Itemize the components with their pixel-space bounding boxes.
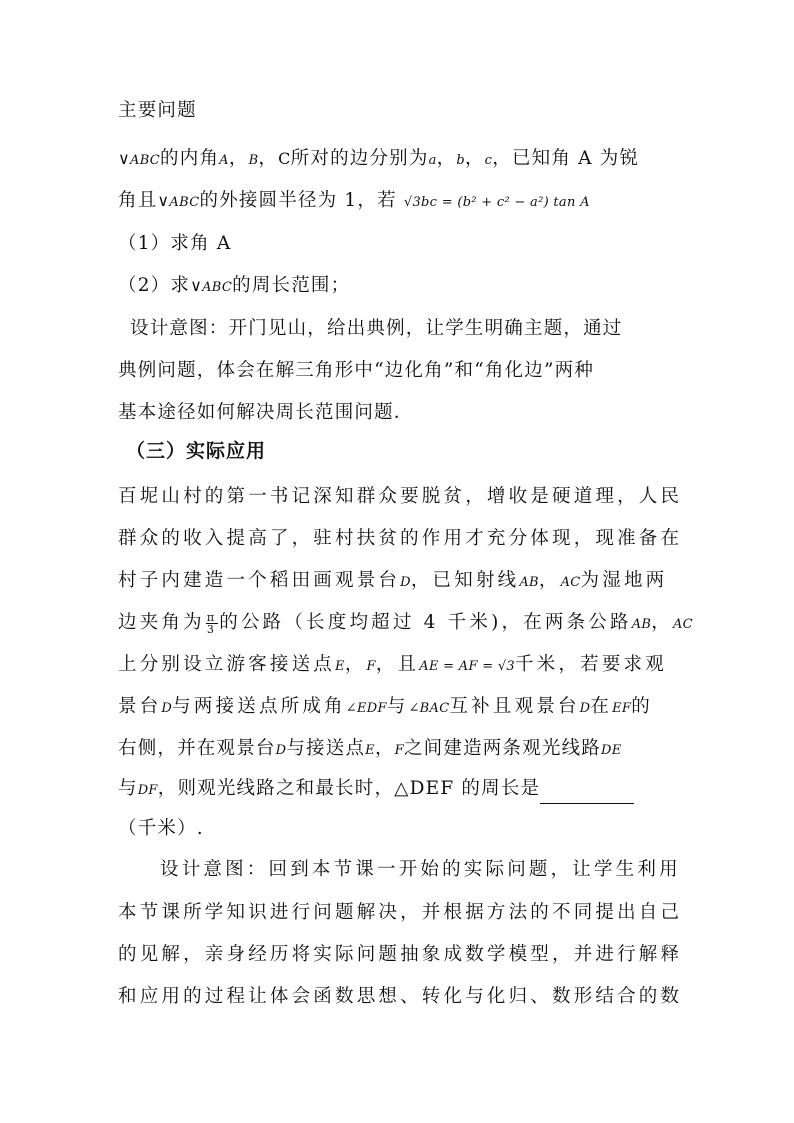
design-intent-1-line-2: 典例问题，体会在解三角形中“边化角”和“角化边”两种 — [118, 360, 595, 381]
design-intent-1-line-1: 设计意图：开门见山，给出典例，让学生明确主题，通过 — [130, 318, 623, 339]
application-line-6: 景台D与两接送点所成角∠EDF与∠BAC互补且观景台D在EF的 — [118, 696, 653, 717]
fraction-pi-over-3: $\frac{\pi}{3}$ — [206, 610, 218, 636]
answer-blank — [540, 785, 634, 804]
problem-line-2: 角且∨ABC的外接圆半径为 1，若 √3bc = (b² + c² − a²) tan A — [118, 190, 590, 211]
design-intent-2-line-3: 的见解，亲身经历将实际问题抽象成数学模型，并进行解释 — [118, 944, 683, 965]
application-line-2: 群众的收入提高了，驻村扶贫的作用才充分体现，现准备在 — [118, 528, 683, 549]
design-intent-2-line-2: 本节课所学知识进行问题解决，并根据方法的不同提出自己 — [118, 902, 683, 923]
formula: √3bc = (b² + c² − a²) tan A — [403, 195, 590, 210]
math-abc: ABC — [130, 153, 161, 168]
triangle-symbol: ∨ — [190, 276, 203, 295]
problem-line-1: ∨ABC的内角A，B，C所对的边分别为a，b，c，已知角 A 为锐 — [118, 148, 640, 169]
application-line-9: （千米）. — [118, 818, 204, 839]
design-intent-2-line-1: 设计意图：回到本节课一开始的实际问题，让学生利用 — [160, 859, 681, 880]
application-line-8: 与DF，则观光线路之和最长时，△DEF 的周长是 — [118, 776, 634, 804]
application-line-1: 百坭山村的第一书记深知群众要脱贫，增收是硬道理，人民 — [118, 486, 683, 507]
triangle-symbol: ∨ — [118, 149, 131, 168]
design-intent-1-line-3: 基本途径如何解决周长范围问题． — [118, 402, 414, 423]
question-2: （2）求∨ABC的周长范围； — [118, 275, 351, 296]
section-heading: （三）实际应用 — [126, 440, 267, 462]
application-line-4: 边夹角为 $\frac{\pi}{3}$ 的公路（长度均超过 4 千米)，在两条公路AB，AC — [118, 610, 693, 636]
triangle-symbol: ∨ — [157, 191, 170, 210]
design-intent-2-line-4: 和应用的过程让体会函数思想、转化与化归、数形结合的数 — [118, 986, 683, 1007]
section-title: 主要问题 — [118, 100, 197, 121]
application-line-3: 村子内建造一个稻田画观景台D，已知射线AB，AC为湿地两 — [118, 570, 668, 591]
application-line-7: 右侧，并在观景台D与接送点E，F之间建造两条观光线路DE — [118, 738, 622, 759]
application-line-5: 上分别设立游客接送点E，F，且AE = AF = √3千米，若要求观 — [118, 654, 667, 675]
question-1: （1）求角 A — [118, 233, 232, 254]
